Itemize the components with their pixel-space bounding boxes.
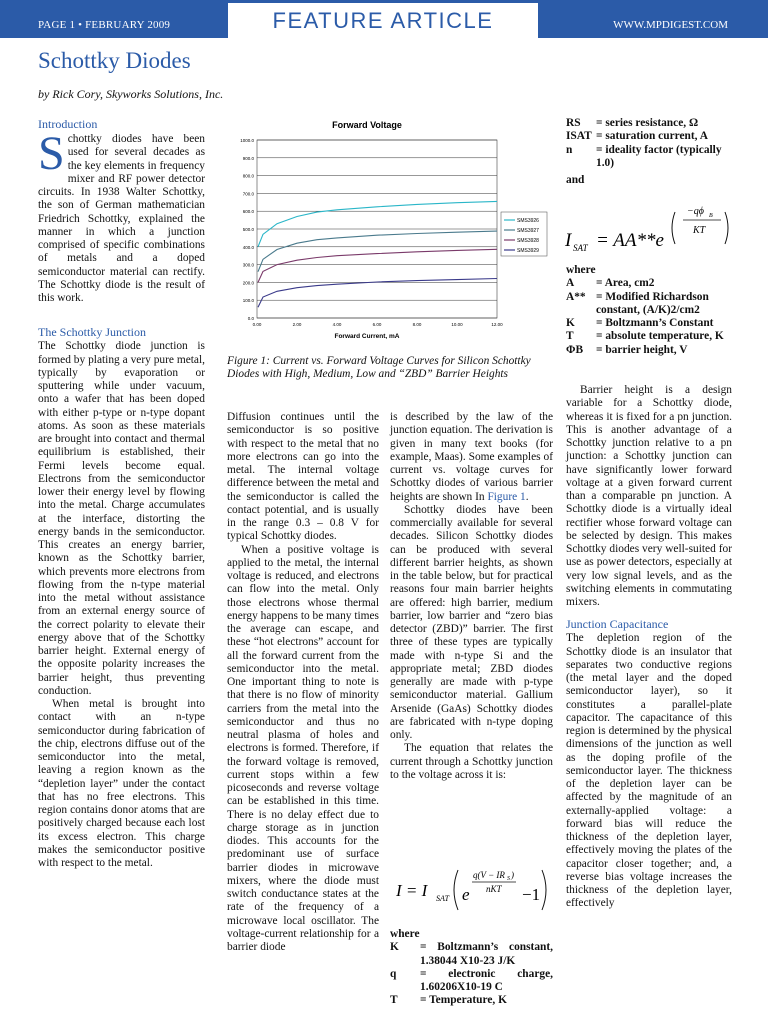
y-tick-label: 700.0	[242, 191, 254, 197]
definition-text: = Modified Richardson constant, (A/K)2/cm2	[596, 290, 709, 316]
paragraph: Diffusion continues until the semiconductor is so positive with respect to the metal that no more electrons can go into the metal. The internal voltage difference between the metal and the semiconductor is called the contact potential, and is usually in the range 0.3 – 0.8 V for typical Schottky diodes.	[227, 411, 379, 543]
y-tick-label: 800.0	[242, 173, 254, 179]
column-3	[390, 411, 553, 782]
svg-text:): )	[511, 870, 514, 880]
definition-text: = electronic charge, 1.60206X10-19 C	[420, 967, 553, 993]
definition-symbol: ISAT	[566, 130, 592, 143]
svg-text:e: e	[462, 885, 470, 904]
definition-symbol: A**	[566, 290, 586, 303]
definition-text: = ideality factor (typically 1.0)	[596, 143, 722, 169]
svg-text:q(V − IR: q(V − IR	[473, 870, 505, 880]
forward-voltage-chart	[227, 114, 553, 354]
x-tick-label: 10.00	[451, 322, 463, 327]
figure-1-link[interactable]: Figure 1	[487, 490, 526, 503]
definition-text: = Temperature, K	[420, 994, 507, 1007]
definition-symbol: A	[566, 277, 575, 290]
definition-text: = saturation current, A	[596, 130, 708, 143]
svg-text:nKT: nKT	[486, 884, 502, 894]
heading-schottky-junction: The Schottky Junction	[38, 325, 146, 340]
svg-text:KT: KT	[693, 225, 706, 236]
definition-symbol: q	[390, 967, 397, 980]
intro-text: chottky diodes have been used for several decades as the key elements in frequency mixer and RF power detector circuits. In 1938 Walter Schottky, the son of German mathematician Friedrich Schottky, explained the manner in which a junction comprised of specific combinations of metals and a doped semiconductor material can rectify. The Schottky diode is the result of this work.	[38, 133, 205, 304]
definition-symbol: K	[390, 941, 399, 954]
paragraph: The equation that relates the current through a Schottky junction to the voltage across it is:	[390, 742, 553, 781]
definition-item	[566, 130, 732, 143]
definition-item	[566, 344, 732, 357]
definition-text: = series resistance, Ω	[596, 117, 699, 129]
x-tick-label: 2.00	[292, 322, 302, 327]
definition-item	[566, 291, 732, 318]
heading-introduction: Introduction	[38, 117, 98, 131]
definition-symbol: T	[390, 994, 398, 1007]
svg-text:= AA**e: = AA**e	[596, 230, 664, 251]
definition-symbol: n	[566, 143, 573, 156]
definition-text: = barrier height, V	[596, 343, 688, 356]
definition-item	[566, 117, 732, 130]
site-url[interactable]: WWW.MPDIGEST.COM	[613, 19, 728, 31]
drop-cap: S	[38, 127, 65, 180]
paragraph: The Schottky diode junction is formed by plating a very pure metal, typically by evaporation or sputtering while under vacuum, onto a wafer that has been doped with either p-type or n-type dopant atoms. As soon as these materials are brought into contact and thermal equilibrium is established, their Fermi levels become equal. Electrons from the semiconductor lower their energy level by flowing into the metal. Charge accumulates at the interface, distorting the energy bands in the semiconductor. This creates an energy barrier, known as the Schottky barrier, which prevents more electrons from flowing from the n-type material into the metal without assistance from an external energy source of the correct polarity to elevate their energy above that of the Schottky barrier height. External energy of the opposite polarity increases the barrier height, thus preventing conduction.	[38, 340, 205, 697]
heading-junction-capacitance: Junction Capacitance	[566, 617, 669, 632]
y-tick-label: 900.0	[242, 155, 254, 161]
definition-item	[566, 330, 732, 343]
definitions-bottom	[566, 264, 732, 357]
x-tick-label: 6.00	[372, 322, 382, 327]
svg-text:SAT: SAT	[436, 894, 450, 903]
svg-text:−1: −1	[522, 885, 541, 904]
definition-text: = Boltzmann’s constant, 1.38044 X10-23 J/K	[420, 941, 553, 967]
paragraph	[390, 411, 553, 504]
x-axis-label: Forward Current, mA	[334, 333, 400, 340]
definition-symbol: ΦB	[566, 343, 584, 356]
paragraph: The depletion region of the Schottky diode is an insulator that separates two conductive regions (the metal layer and the doped semiconductor layer), so it constitutes a parallel-plate capacitor. The capacitance of this region is determined by the physical dimensions of the junction as well as the doping profile of the semiconductor layer. The thickness of the depletion layer can be affected by the magnitude of an externally-applied voltage: a forward bias will reduce the thickness of the depletion layer, effectively moving the plates of the capacitor closer together; and, a reverse bias voltage increases the thickness of the depletion layer, effectively	[566, 632, 732, 910]
svg-text:−qϕ: −qϕ	[687, 206, 704, 217]
definition-item	[566, 317, 732, 330]
paragraph-text: .	[525, 490, 529, 503]
svg-text:I = I: I = I	[396, 881, 428, 900]
definition-symbol: RS	[566, 117, 581, 129]
paragraph: Schottky diodes have been commercially available for several decades. Silicon Schottky diodes can be produced with several different barrier heights, as shown in the table below, but for practical reasons four main barrier heights are offered: high barrier, medium barrier, low barrier and “zero bias detector (ZBD)” barrier. The first three of these types are typically made with n-type Si and the appropriate metal; ZBD diodes generally are made with p-type semiconductor material. Gallium Arsenide (GaAs) Schottky diodes are fabricated with n-type doping only.	[390, 503, 553, 741]
y-tick-label: 0.0	[247, 316, 254, 321]
column-1	[38, 117, 205, 870]
y-tick-label: 100.0	[242, 298, 254, 304]
y-tick-label: 200.0	[242, 280, 254, 286]
x-tick-label: 4.00	[332, 322, 342, 327]
definitions-top	[566, 117, 732, 187]
definition-text: = Area, cm2	[596, 277, 655, 290]
intro-paragraph	[38, 127, 205, 305]
definition-item	[566, 144, 732, 171]
page-number: PAGE 1 • FEBRUARY 2009	[38, 19, 171, 31]
svg-text:B: B	[709, 213, 713, 219]
figure-caption: Figure 1: Current vs. Forward Voltage Curves for Silicon Schottky Diodes with High, Medium, Low and “ZBD” Barrier Heights	[227, 355, 531, 380]
x-tick-label: 8.00	[412, 322, 422, 327]
svg-text:SAT: SAT	[573, 243, 588, 253]
y-tick-label: 1000.0	[240, 138, 254, 143]
and-label: and	[566, 174, 585, 186]
where-label: where	[566, 264, 596, 276]
definition-symbol: K	[566, 317, 575, 329]
definition-text: = Boltzmann’s Constant	[596, 317, 714, 329]
paragraph-text: is described by the law of the junction equation. The derivation is given in many text books (for example, Maas). Some examples of current vs. voltage curves for Schottky diodes of various barrier heights are shown In	[390, 411, 553, 503]
column-4	[566, 384, 732, 911]
chart-title: Forward Voltage	[332, 120, 402, 130]
page-header	[0, 0, 768, 38]
section-title: FEATURE ARTICLE	[272, 8, 494, 33]
where-label: where	[390, 928, 420, 940]
y-tick-label: 400.0	[242, 244, 254, 250]
section-banner	[228, 3, 538, 38]
definitions-col3	[390, 928, 553, 1008]
definition-item	[566, 277, 732, 290]
y-tick-label: 600.0	[242, 209, 254, 215]
definition-symbol: T	[566, 330, 574, 343]
svg-text:I: I	[565, 230, 572, 251]
definition-text: = absolute temperature, K	[596, 330, 724, 343]
diode-equation	[392, 858, 552, 918]
paragraph: When a positive voltage is applied to the metal, the internal voltage is reduced, and electrons can flow into the metal. Only those electrons whose thermal energy happens to be many times the average can escape, and these “hot electrons” account for all the forward current from the semiconductor into the metal. One important thing to note is that there is no flow of minority carriers from the metal into the semiconductor and thus no neutral plasma of holes and electrons is formed. Therefore, if the forward voltage is removed, current stops within a few picoseconds and reverse voltage can be established in this time. There is no delay effect due to charge storage as in junction diodes. This accounts for the predominant use of surface barrier diodes in microwave mixers, where the diode must switch conductance states at the rate of the frequency of a microwave local oscillator. The voltage-current relationship for a barrier diode	[227, 543, 379, 953]
definition-item	[390, 968, 553, 995]
legend-label: SMS3926	[517, 218, 539, 224]
legend-label: SMS3927	[517, 228, 539, 234]
paragraph: When metal is brought into contact with an n-type semiconductor during fabrication of the chip, electrons diffuse out of the semiconductor into the metal, leaving a region known as the “depletion layer” under the contact that has no free electrons. This region contains donor atoms that are positively charged because each lost its excess electron. This charge makes the semiconductor positive with respect to the metal.	[38, 698, 205, 869]
definition-item	[390, 994, 553, 1007]
saturation-equation	[563, 198, 733, 258]
definition-item	[390, 941, 553, 968]
byline: by Rick Cory, Skyworks Solutions, Inc.	[38, 87, 224, 101]
y-tick-label: 300.0	[242, 262, 254, 268]
paragraph: Barrier height is a design variable for a Schottky diode, whereas it is fixed for a pn junction. This is another advantage of a Schottky junction relative to a pn junction: a Schottky junction can have significantly lower forward voltage at a given forward current than a comparable pn junction. A Schottky diode is a virtually ideal rectifier whose forward voltage can be selected by design. This makes Schottky diodes very well-suited for use as power detectors, especially at very low signal levels, and as the switching elements in commutating mixers.	[566, 384, 732, 608]
x-tick-label: 0.00	[252, 322, 262, 327]
column-2	[227, 411, 379, 954]
svg-text:S: S	[507, 876, 510, 882]
article-title: Schottky Diodes	[38, 48, 191, 73]
legend-label: SMS3929	[517, 248, 539, 254]
x-tick-label: 12.00	[491, 322, 503, 327]
legend-label: SMS3928	[517, 238, 539, 244]
y-tick-label: 500.0	[242, 227, 254, 232]
